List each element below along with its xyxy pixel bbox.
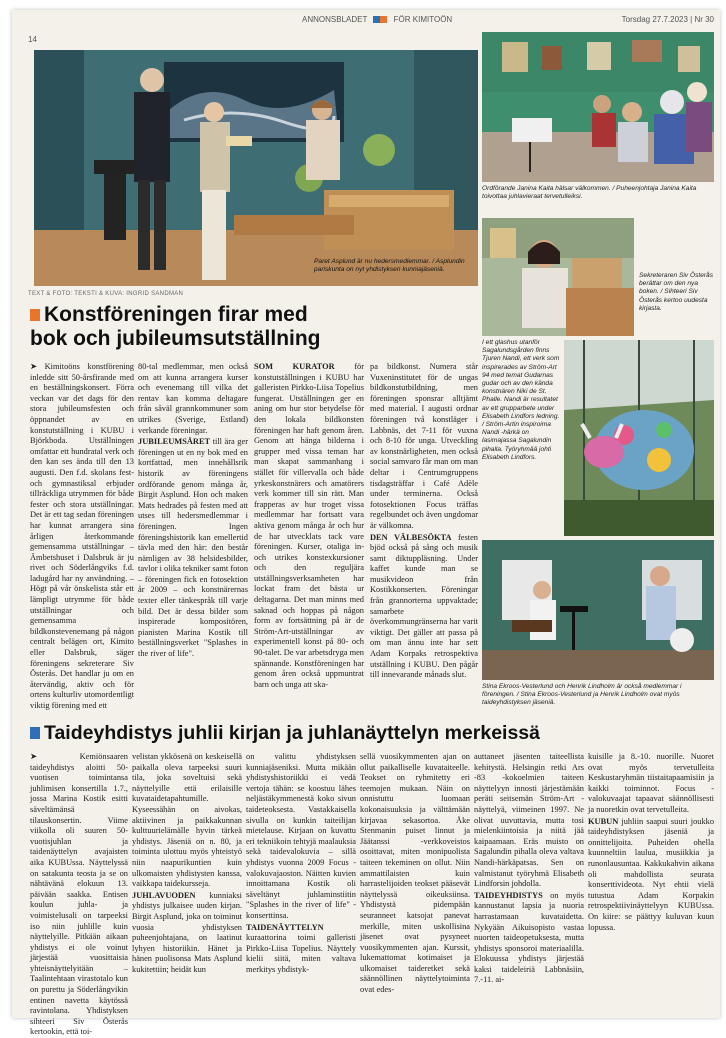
stage-award-illustration: [34, 50, 478, 286]
fi-column-2: [132, 752, 242, 1014]
music-illustration: [482, 540, 714, 680]
sv-col3-text: för konstutställningen i KUBU har galleristen Pirkko-Liisa Topelius fungerat. Utställningen ger en aning om hur stor betydelse för den lokala bildkonsten föreningen har haft genom åren. Genom att hänga bilderna i grupper med vissa teman har man skapat sammanhang i stället för villervalla och både yrkeskonstnärers och amatörers verk kommer till sin rätt. Man frapperas av hur troget vissa medlemmar har fortsatt vara aktiva genom många år och hur de har utvecklats tack vare föreningen. Kurser, otaliga in- och utrikes konstexkursioner och den reguljära utställningsverksamheten har lockat fram det bästa ur deltagarna. Det man minns med saknad och hoppas på någon form av fortsättning på är de Ström-Art-utställningar av experimentell konst på 80- och 90-talet. De var arbetsdryga men spännande. Konstföreningen har genom åren också uppmuntrat barn och unga att ska-: [254, 362, 364, 689]
fi-column-6: [588, 752, 714, 1014]
headline-square-blue: [30, 727, 40, 739]
cow-sculpture-illustration: [564, 340, 714, 536]
sv-col1-text: ➤ Kimitoöns konstförening inledde sitt 50-årsfirande med en beställningskonsert. Förra veckan var det dags för den stora jubileumsfesten och öppnandet av en konstutställning i KUBU i Björkboda. Utställningen omfattar ett hundratal verk och den kan ses ända till den 13 augusti. Den f.d. skolans fest- och gymnastiksal erbjuder tillräckliga utrymmen för både fester och stora utställningar. Det är ett tag sedan föreningen har kunnat arrangera sina årligen återkommande gemensamma utställningar – Ämbetshuset i Dalsbruk är ju rivet och Söderlångviks f.d. ladugård har ny användning. – Högt på vår önskelista står ett lämpligt utrymme för både utställningar och gemensamma bildkonstevenemang på någon centralt belägen ort, Kimito eller Dalsbruk, säger föreningens sekreterare Siv Österås. Det handlar ju om en återvändig, aktiv och för ortens kulturliv utomordentligt viktig förening med ett: [30, 362, 134, 710]
headline-finnish-text: Taideyhdistys juhlii kirjan ja juhlanäyttelyn merkeissä: [44, 722, 540, 744]
sv-column-3: [254, 362, 364, 689]
caption-music: Stina Ekroos-Vesterlund och Henrik Lindholm är också medlemmar i föreningen. / Stina Ekroos-Vesterlund ja Henrik Lindholm ovat myös taideyhdistyksen jäseniä.: [482, 683, 682, 707]
caption-secretary: Sekreteraren Siv Österås berättar om den nya boken. / Sihteeri Siv Österås kertoo uudesta kirjasta.: [639, 272, 714, 312]
fi-column-1: [30, 752, 128, 1037]
fi-col2-text-b: kunniaksi yhdistys julkaisee uuden kirjan. Birgit Asplund, joka on toiminut vuosia yhdistyksen puheenjohtajana, on laatinut lyhyen historiikin. Hänet ja hänen puolisonsa Mats Asplund kukitettiin; heidät kun: [132, 890, 242, 974]
paper-name: ANNONSBLADET: [302, 15, 368, 24]
headline-swedish: [30, 303, 321, 351]
photo-secretary: [482, 218, 634, 336]
brand-square-blue: [373, 16, 380, 23]
fi-col5-text-b: on myös kannustanut lapsia ja nuoria harrastamaan kuvataidetta. Nykyään Aikuisopisto vastaa nuorten taideopetuksesta, mutta yhdistys sponsoroi materiaalilla. Elokuussa yhdistys järjestää kaksi taideleiriä Labbnäsiin, 7.-11. ai-: [474, 890, 585, 985]
newspaper-page: [12, 10, 720, 1037]
sv-col2-text: 80-tal medlemmar, men också om att kunna arrangera kurser och evenemang till vilka det rentav kan komma deltagare från såväl grannkommuner som utrikes (Sverige, Estland) verkande föreningar.: [138, 362, 248, 435]
sv-column-2: [138, 362, 248, 680]
photo-audience: [482, 32, 714, 182]
sv-col4-text-b: festen bjöd också på sång och musik samt diktuppläsning. Under kaffet kunde man se musikvideon från Kostikkonserten. Föreningar från grannorterna uppvaktade; samarbete överkommungränserna har varit viktigt. Det gäller att passa på om man ännu inte har sett Adam Korpaks retrospektiva utställning i KUBU. Den pågår till innevarande månads slut.: [370, 532, 478, 680]
fi-col4-text: sellä vuosikymmenten ajan on ollut paikalliselle kuvataiteelle. Teokset on ryhmitetty eri teemojen mukaan. Näin on onnistuttu luomaan kokonaisuuksia ja välttämään kirjavaa sekasortoa. Åke Stenmanin puiset linnut ja Jäätanssi -verkkoveistos osoittavat, miten monipuolista taiteen tekeminen on ollut. Niin ammattilaisten kuin harrastelijoiden teokset pääsevät näyttelyssä oikeuksiinsa. Yhdistystä pidempään seuranneet katsojat panevat merkille, miten uskollisina jäsenet ovat pysyneet vuosikymmenten ajan. Kurssit, lukemattomat kotimaiset ja ulkomaiset taideretket sekä säännöllinen näyttelytoiminta ovat edes-: [360, 752, 470, 995]
photo-music: [482, 540, 714, 680]
masthead: [302, 15, 452, 24]
fi-col6-text: kuisille ja 8.-10. nuorille. Nuoret ovat myös tervetulleita Keskustaryhmän tiistaitapaamisiin ja kaikki toiminnot. Focus -valokuvaajat tapaavat säännöllisesti ja nuoretkin ovat tervetulleita.: [588, 752, 714, 814]
headline-swedish-line1: Konstföreningen firar med: [44, 303, 308, 326]
sv-col3-subhead: SOM KURATOR: [254, 362, 335, 371]
sv-col2-text-b: till ära ger föreningen ut en ny bok med en kortfattad, men innehållsrik historik av föreningens ordförande genom många år, Birgit Asplund. Hon och maken Mats hedrades på festen med att utses till hedersmedlemmar i föreningen. Ingen föreningshistorik kan emellertid tävla med den här: den består nämligen av 38 helsidesbilder, tavlor i olika tekniker samt foton – föreningen fick en fotosektion år 2009 – och konstnärernas texter eller tänkespråk till varje bild. Det är dessa bilder som inspirerade kompositören, pianisten Marina Kostik till beställningsverket "Splashes in the river of life".: [138, 437, 249, 659]
caption-main: Paret Asplund är nu hedersmedlemmar. / Asplundin pariskunta on nyt yhdistyksen kunniajäseniä.: [314, 258, 465, 274]
fi-col3-subhead: TAIDENÄYTTELYN: [246, 922, 324, 932]
sv-column-4: [370, 362, 478, 680]
headline-finnish: [30, 722, 540, 744]
headline-square-orange: [30, 309, 40, 321]
issue-date: Torsdag 27.7.2023 | Nr 30: [621, 15, 714, 24]
photo-stage-award: [34, 50, 478, 286]
audience-illustration: [482, 32, 714, 182]
sv-column-1: [30, 362, 134, 710]
photo-credit: TEXT & FOTO: TEKSTI & KUVA: INGRID SANDMAN: [28, 291, 184, 297]
sv-col4-text: pa bildkonst. Numera står Vuxeninstitutet för de ungas bildkonstutbildning, men föreningen sponsrar alltjämt med material. I augusti ordnar föreningen två konstläger i Labbnäs, det 7-11 för vuxna och 8-10 för unga. Utveckling av konstnärligheten, men också social samvaro får man om man deltar i Centrumgruppens tisdagsträffar i Café Adèle under terminerna. Också fotosektionen Focus träffas regelbundet och även ungdomar är välkomna.: [370, 362, 478, 530]
caption-audience: Ordförande Janina Kaita hälsar välkommen. / Puheenjohtaja Janina Kaita toivottaa juhlavieraat tervetulleiksi.: [482, 185, 697, 201]
fi-column-5: [474, 752, 584, 1014]
fi-column-4: [360, 752, 470, 1014]
section-name: FÖR KIMITOÖN: [393, 15, 453, 24]
secretary-illustration: [482, 218, 634, 336]
fi-col3-text: on valittu yhdistyksen kunniajäseniksi. Mutta mikään yhdistyshistoriikki ei vedä vertoja tähän: se koostuu lähes neljästäkymmenestä koko sivun taideteoksesta. Vastakkaisella sivulla on kunkin taiteilijan mietelause. Kirjaan on kuvattu eri tekniikoin tehtyjä maalauksia sekä taidevalokuvia – sillä yhdistys vuonna 2009 Focus -valokuvajaoston. Näitten kuvien innoittamana Kostik oli säveltänyt juhlaminstiitin "Splashes in the river of life" -konserttinsa.: [246, 752, 356, 920]
headline-swedish-line2: bok och jubileumsutställning: [30, 327, 321, 350]
fi-col1-text: ➤ Kemiönsaaren taideyhdistys aloitti 50-vuotisen toimintansa juhlimisen konsertilla 1.7., jossa Marina Kostik esitti säveltämänsä tilauskonsertin. Viime viikolla oli suuren 50-vuotisjuhlan ja taidenäyttelyn avajaisten aika KUBUssa. Näyttelyssä on satakunta teosta ja se on nähtävänä elokuun 13. päivään saakka. Entisen koulun juhla- ja voimistelusali on tarpeeksi iso niin juhlille kuin näyttelyille. Pitkään aikaan yhdistys ei ole voinut järjestää vuosittaisia yhteisnäyttelyitään – Taalintehtaan virastotalo kun on purettu ja Söderlångvikin entinen navetta käytössä ravintolana. Yhdistyksen sihteeri Siv Österås kertookin, että toi-: [30, 752, 128, 1037]
fi-col2-subhead: JUHLAVUODEN: [132, 890, 196, 900]
caption-garden: I ett glashus utanför Sagalundsgården finns Tjuren Nandi, ett verk som inspirerades av Ström-Art 94 med temat Gudarnas gudar och av den kända konstnären Niki de St. Phalle. Nandi är resultatet av ett grupparbete under Elisabeth Lindfors ledning. / Ström-Artin inspiroima Nandi -härkä on lasimajassa Sagalundin pihalla. Työryhmää johti Elisabeth Lindfors.: [482, 339, 560, 461]
sv-col2-subhead: JUBILEUMSÅRET: [138, 437, 211, 447]
page-header: [12, 10, 720, 44]
fi-col6-text-b: juhliin saapui suuri joukko taideyhdistyksen jäseniä ja onnittelijoita. Puheiden ohella kuunneltiin laulua, musiikkia ja runonlausuntaa. Kakkukahvin aikana oli mahdollista seurata konserttivideota. Nyt ehtii vielä tutustua Adam Korpakin retrospektiivinäyttelyyn KUBUssa. On kiire: se päättyy kuluvan kuun lopussa.: [588, 816, 715, 932]
brand-square-orange: [380, 16, 387, 23]
sv-col4-subhead: DEN VÄLBESÖKTA: [370, 532, 452, 542]
fi-col6-subhead: KUBUN: [588, 816, 619, 826]
fi-col3-text-b: kuraattorina toimi galleristi Pirkko-Liisa Topelius. Näyttely kielii siitä, miten valtava merkitys yhdistyk-: [246, 933, 356, 974]
fi-col5-text: auttaneet jäsenten taiteellista kehitystä. Helsingin retki Ars -83 -kokoelmien taiteen näyttelyyn innosti järjestämään peräti seitsemän Ström-Art -näyttelyä, viimeinen 1997. Ne olivat uuvuttavia, mutta tosi mielenkiintoisia ja niitä jää kaipaamaan. Eräs muisto on Sagalundin pihalla oleva valtava Nandi-härkäpatsas. Sen on valmistanut työryhmä Elisabeth Lindforsin johdolla.: [474, 752, 584, 889]
fi-col2-text: velistan ykkösenä on keskeisellä paikalla oleva tarpeeksi suuri tila, joka soveltuisi sekä näyttelyille että erilaisille kuvataidetapahtumille. Kyseessähän on aivokas, aktiivinen ja paikkakunnan kulttuurielämälle hyvin tärkeä yhdistys. Jäseniä on n. 80, ja toiminta ulottuu myös yhteistyö niin naapurikuntien kuin ulkomaisten yhdistysten kanssa, vaikkapa taidekursseja.: [132, 752, 242, 889]
page-number: 14: [28, 35, 37, 44]
fi-col5-subhead: TAIDEYHDISTYS: [474, 890, 543, 900]
photo-garden: [564, 340, 714, 536]
fi-column-3: [246, 752, 356, 1014]
